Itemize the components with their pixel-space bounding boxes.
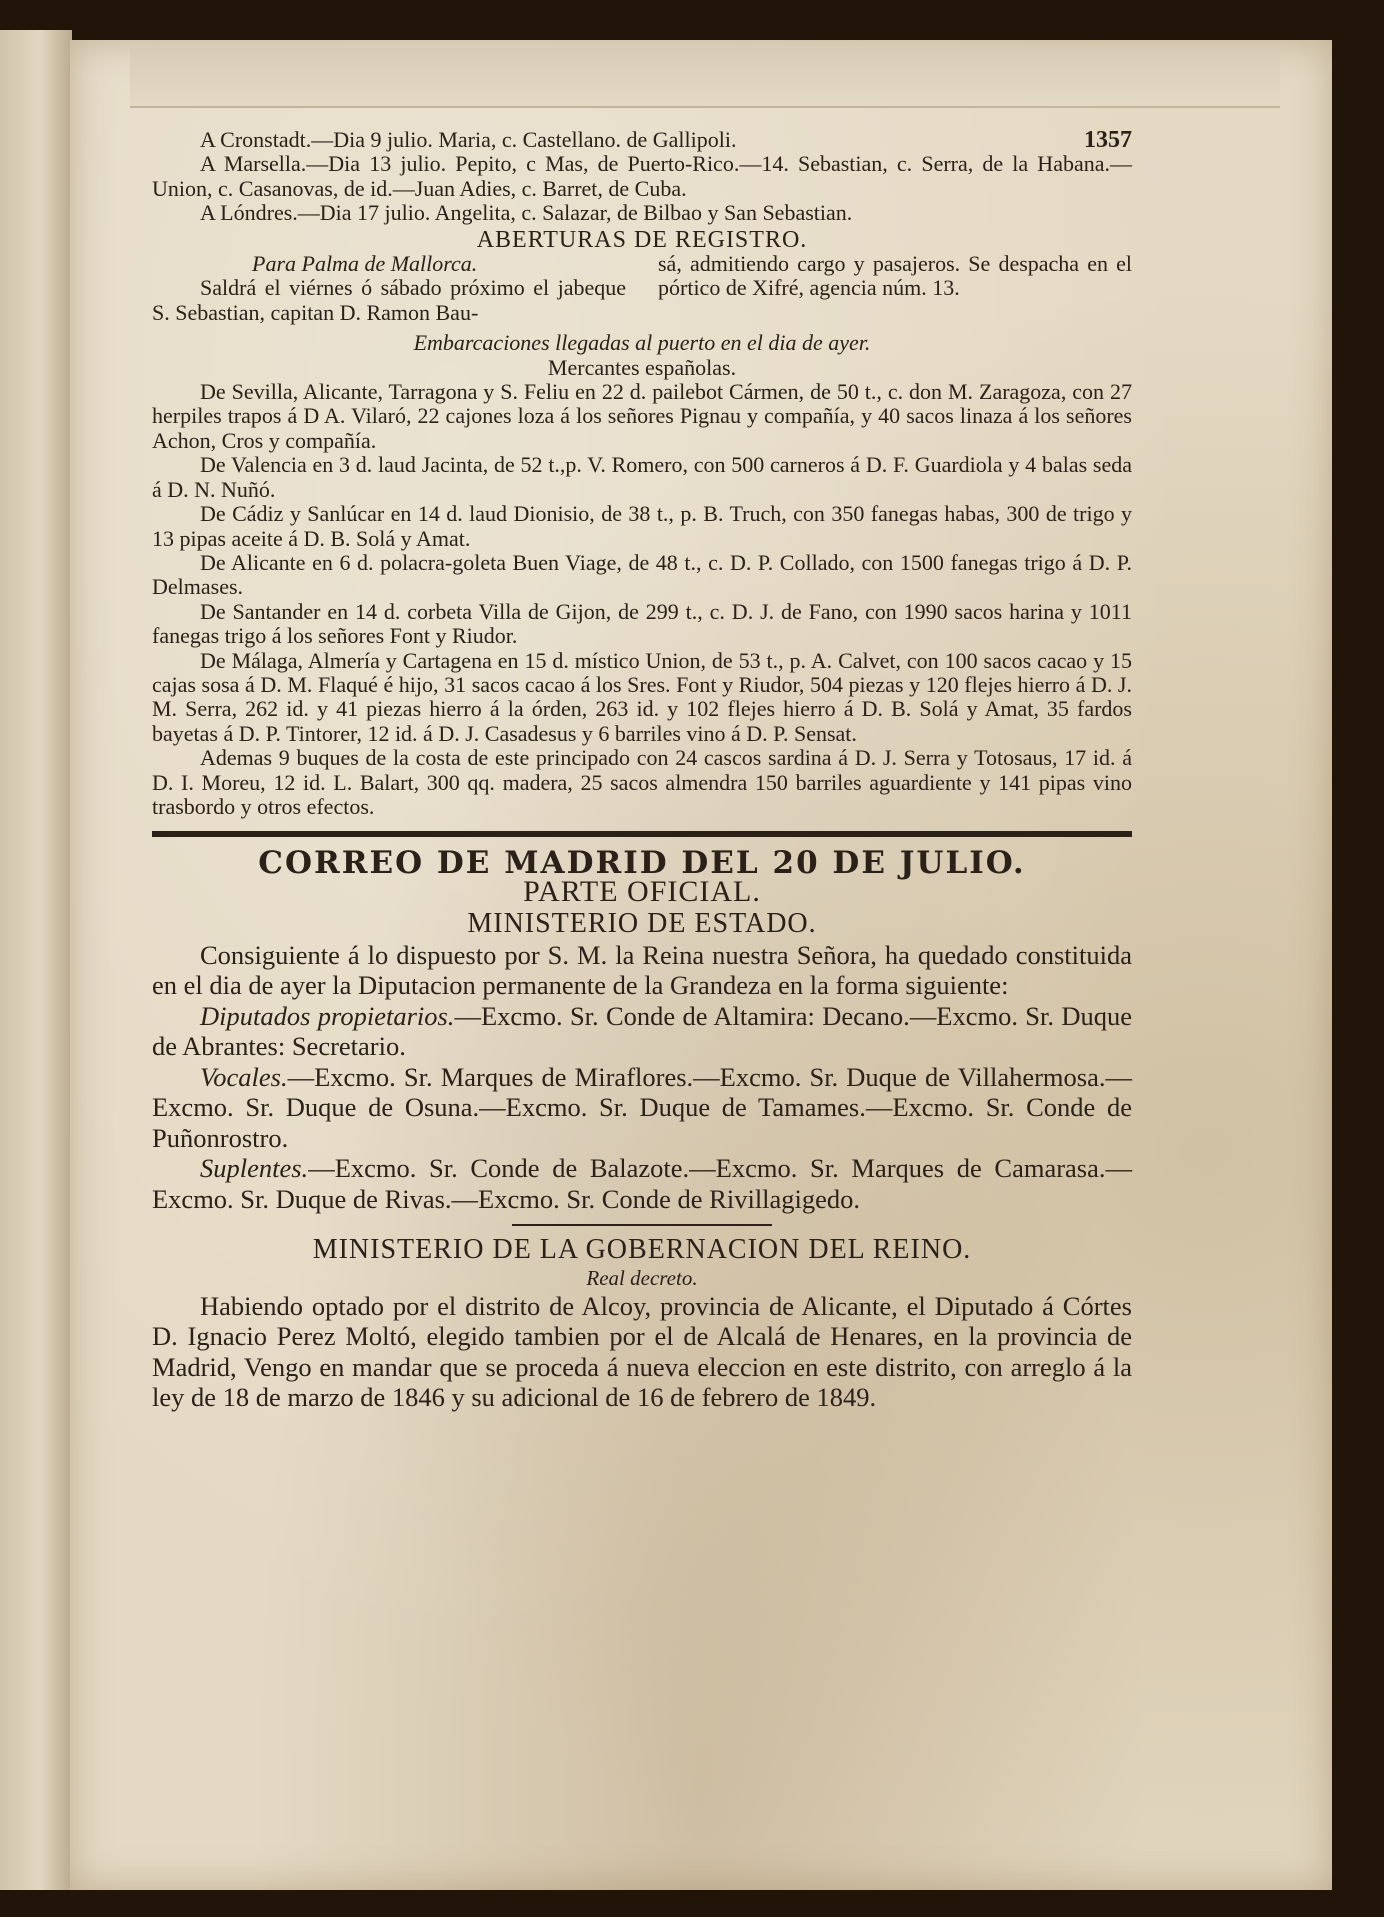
suplentes-paragraph — [152, 1153, 1132, 1214]
diputados-text: —Excmo. Sr. Conde de Altamira: Decano.—Excmo. Sr. Duque de Abrantes: Secretario. — [152, 1000, 1133, 1062]
arrival-entry: De Sevilla, Alicante, Tarragona y S. Feliu en 22 d. pailebot Cármen, de 50 t., c. don M. Zaragoza, con 27 herpiles trapos á D A. Vilaró, 22 cajones loza á los señores Pignau y compañía, y 40 sacos linaza á los señores Achon, Cros y compañía. — [152, 379, 1132, 453]
vocales-paragraph — [152, 1062, 1132, 1154]
diputados-paragraph — [152, 1001, 1132, 1062]
aberturas-heading: ABERTURAS DE REGISTRO. — [476, 226, 808, 253]
vocales-label: Vocales. — [200, 1061, 288, 1092]
estado-intro: Consiguiente á lo dispuesto por S. M. la Reina nuestra Señora, ha quedado constituida en el dia de ayer la Diputacion permanente de la Grandeza en la forma siguiente: — [152, 939, 1132, 1001]
mercantes-heading: Mercantes españolas. — [547, 354, 737, 380]
palma-left-text: Saldrá el viérnes ó sábado próximo el jabeque S. Sebastian, capitan D. Ramon Bau- — [152, 275, 626, 325]
shipping-line: A Cronstadt.—Dia 9 julio. Maria, c. Castellano. de Gallipoli. — [200, 127, 737, 152]
arrival-entry: De Málaga, Almería y Cartagena en 15 d. místico Union, de 53 t., p. A. Calvet, con 100 sacos cacao y 15 cajas sosa á D. M. Flaqué é hijo, 31 sacos cacao á los Sres. Font y Riudor, 504 piezas y 120 flejes hierro á D. J. M. Serra, 262 id. y 41 piezas hierro á la órden, 263 id. y 102 flejes hierro á D. B. Solá y Amat, 35 fardos bayetas á D. P. Tintorer, 12 id. á D. J. Casadesus y 6 barriles vino á D. P. Sensat. — [152, 647, 1132, 746]
vocales-text: —Excmo. Sr. Marques de Miraflores.—Excmo. Sr. Duque de Villahermosa.—Excmo. Sr. Duque de Osuna.—Excmo. Sr. Duque de Tamames.—Excmo. Sr. Conde de Puñonrostro. — [152, 1061, 1132, 1153]
arrival-entry: De Valencia en 3 d. laud Jacinta, de 52 t.,p. V. Romero, con 500 carneros á D. F. Guardiola y 4 balas seda á D. N. Nuñó. — [152, 452, 1132, 502]
decreto-text: Habiendo optado por el distrito de Alcoy, provincia de Alicante, el Diputado á Córtes D. Ignacio Perez Moltó, elegido tambien por el de Alcalá de Henares, en la provincia de Madrid, Vengo en mandar que se proceda á nueva eleccion en este distrito, con arreglo á la ley de 18 de marzo de 1846 y su adicional de 16 de febrero de 1849. — [152, 1290, 1132, 1413]
ministerio-gobernacion-heading: MINISTERIO DE LA GOBERNACION DEL REINO. — [312, 1234, 972, 1266]
arrival-entry: De Santander en 14 d. corbeta Villa de Gijon, de 299 t., c. D. J. de Fano, con 1990 sacos harina y 1011 fanegas trigo á los señores Font y Riudor. — [152, 598, 1132, 649]
page-number: 1357 — [1084, 127, 1132, 153]
parte-oficial-heading: PARTE OFICIAL. — [523, 874, 761, 908]
short-divider — [512, 1224, 772, 1226]
arrival-entry: De Cádiz y Sanlúcar en 14 d. laud Dionisio, de 38 t., p. B. Truch, con 350 fanegas habas, 300 de trigo y 13 pipas aceite á D. B. Solá y Amat. — [152, 501, 1132, 551]
shipping-line: A Marsella.—Dia 13 julio. Pepito, c Mas, de Puerto-Rico.—14. Sebastian, c. Serra, de la Habana.—Union, c. Casanovas, de id.—Juan Adies, c. Barret, de Cuba. — [152, 151, 1132, 201]
palma-notice — [152, 252, 1132, 325]
page-content — [152, 128, 1132, 1413]
embarcaciones-heading: Embarcaciones llegadas al puerto en el dia de ayer. — [413, 330, 871, 356]
book-spine — [0, 30, 72, 1890]
correo-heading: CORREO DE MADRID DEL 20 DE JULIO. — [258, 845, 1026, 882]
ministerio-estado-heading: MINISTERIO DE ESTADO. — [467, 907, 817, 939]
palma-heading: Para Palma de Mallorca. — [252, 251, 478, 277]
real-decreto-heading: Real decreto. — [586, 1266, 698, 1291]
suplentes-label: Suplentes. — [200, 1153, 309, 1184]
suplentes-text: —Excmo. Sr. Conde de Balazote.—Excmo. Sr. Marques de Camarasa.—Excmo. Sr. Duque de Rivas.—Excmo. Sr. Conde de Rivillagigedo. — [152, 1153, 1132, 1214]
section-rule — [152, 831, 1132, 837]
torn-top-edge — [130, 48, 1280, 108]
arrival-entry: De Alicante en 6 d. polacra-goleta Buen Viage, de 48 t., c. D. P. Collado, con 1500 fanegas trigo á D. P. Delmases. — [152, 549, 1132, 600]
diputados-label: Diputados propietarios. — [200, 1000, 455, 1031]
palma-right-text: sá, admitiendo cargo y pasajeros. Se despacha en el pórtico de Xifré, agencia núm. 13. — [658, 251, 1132, 301]
arrival-entry: Ademas 9 buques de la costa de este principado con 24 cascos sardina á D. J. Serra y Totosaus, 17 id. á D. I. Moreu, 12 id. L. Balart, 300 qq. madera, 25 sacos almendra 150 barriles aguardiente y 141 pipas vino trasbordo y otros efectos. — [152, 745, 1132, 819]
shipping-line: A Lóndres.—Dia 17 julio. Angelita, c. Salazar, de Bilbao y San Sebastian. — [200, 200, 853, 226]
